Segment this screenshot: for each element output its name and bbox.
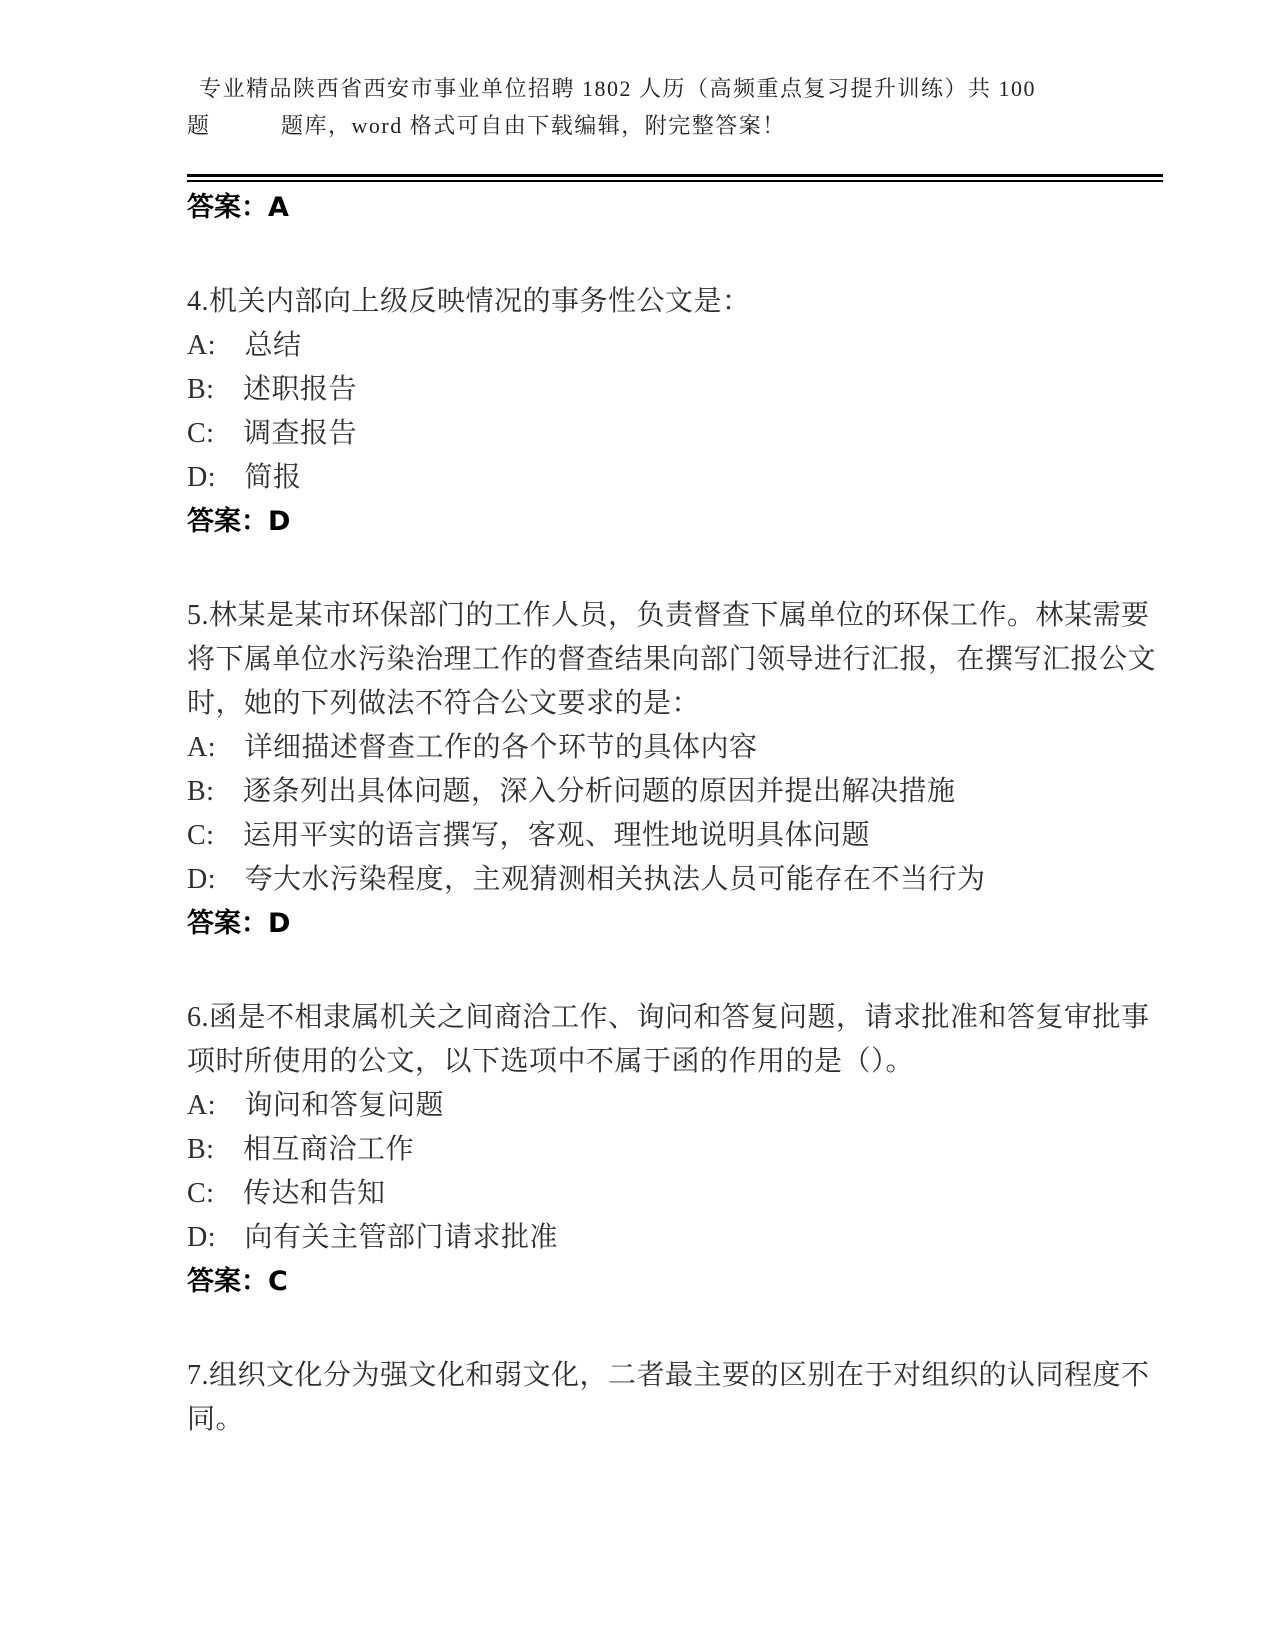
header-divider-rule: [187, 174, 1163, 182]
previous-question-answer: 答案：A: [187, 192, 289, 223]
document-content: [187, 70, 1163, 1442]
question-5-option-d: D: 夸大水污染程度，主观猜测相关执法人员可能存在不当行为: [187, 864, 986, 895]
question-7-text: 7.组织文化分为强文化和弱文化，二者最主要的区别在于对组织的认同程度不同。: [187, 1360, 1150, 1435]
question-6-option-a: A: 询问和答复问题: [187, 1090, 445, 1121]
question-4-option-c: C: 调查报告: [187, 418, 357, 449]
question-6-answer: 答案：C: [187, 1266, 288, 1297]
header-title-line-2: 题 题库，word 格式可自由下载编辑，附完整答案！: [187, 113, 786, 138]
question-6: [187, 996, 1163, 1304]
question-4-text: 4.机关内部向上级反映情况的事务性公文是：: [187, 286, 751, 317]
question-5: [187, 594, 1163, 946]
question-5-option-b: B: 逐条列出具体问题，深入分析问题的原因并提出解决措施: [187, 776, 956, 807]
question-4-option-a: A: 总结: [187, 330, 302, 361]
question-5-answer: 答案：D: [187, 908, 291, 939]
question-7: [187, 1354, 1163, 1442]
document-header: [187, 70, 1163, 144]
question-5-text: 5.林某是某市环保部门的工作人员，负责督查下属单位的环保工作。林某需要将下属单位水污染治理工作的督查结果向部门领导进行汇报，在撰写汇报公文时，她的下列做法不符合公文要求的是：: [187, 600, 1157, 719]
question-4-option-d: D: 简报: [187, 462, 302, 493]
question-6-option-d: D: 向有关主管部门请求批准: [187, 1222, 559, 1253]
header-title-line-1: 专业精品陕西省西安市事业单位招聘 1802 人历（高频重点复习提升训练）共 100: [199, 76, 1037, 101]
question-6-option-b: B: 相互商洽工作: [187, 1134, 414, 1165]
question-5-option-a: A: 详细描述督查工作的各个环节的具体内容: [187, 732, 758, 763]
question-6-option-c: C: 传达和告知: [187, 1178, 386, 1209]
question-5-option-c: C: 运用平实的语言撰写，客观、理性地说明具体问题: [187, 820, 870, 851]
question-4-option-b: B: 述职报告: [187, 374, 357, 405]
question-4: [187, 280, 1163, 544]
question-6-text: 6.函是不相隶属机关之间商洽工作、询问和答复问题，请求批准和答复审批事项时所使用的公文，以下选项中不属于函的作用的是（）。: [187, 1002, 1150, 1077]
question-4-answer: 答案：D: [187, 506, 291, 537]
